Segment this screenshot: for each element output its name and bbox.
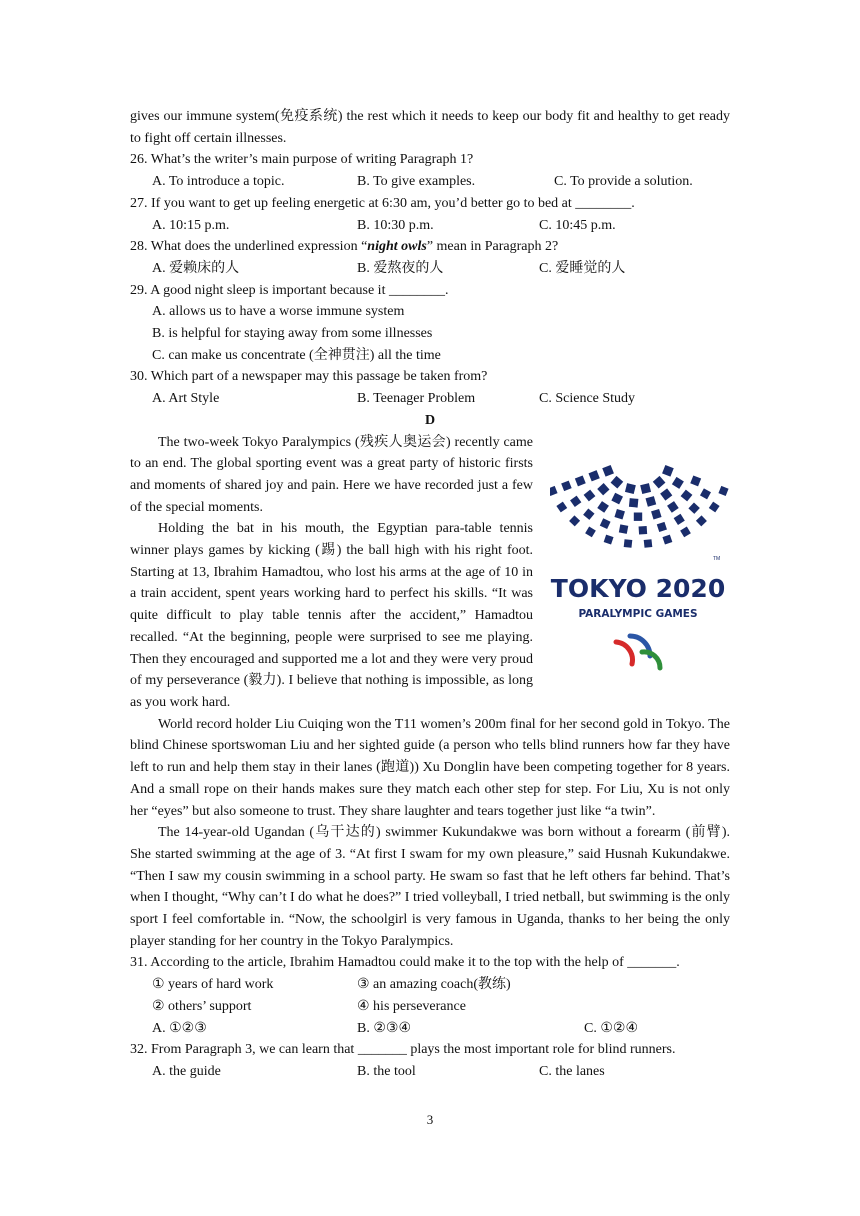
emblem-square (657, 521, 667, 531)
emblem-square (660, 488, 672, 500)
emblem-square (570, 495, 581, 506)
document-page (130, 106, 730, 1083)
emblem-square (584, 489, 596, 501)
emblem-square (597, 501, 609, 513)
q31-item-1: ① years of hard work (152, 977, 274, 993)
question-29: 29. A good night sleep is important because it ________. (130, 282, 449, 298)
q26-option-b: B. To give examples. (357, 174, 476, 190)
emblem-square (611, 475, 624, 488)
q30-option-b: B. Teenager Problem (357, 391, 476, 407)
section-title-d: D (424, 412, 436, 428)
emblem-square (681, 489, 693, 501)
paragraph-2: Holding the bat in his mouth, the Egyptian para-table tennis winner plays games by kicking (踢) the ball high with his right foot. Starting at 13, Ibrahim Hamadtou, who lost his arms at the age of 10 in a train accident, spent years working hard to perfect his skills. “It was quite difficult to play table tennis after the accident,” Hamadtou recalled. “At the beginning, people were surprised to see me playing. Then they encouraged and supported me a lot and they were very proud of my perseverance (毅力). I believe that nothing is impossible, as long as you work hard. (130, 521, 533, 710)
emblem-square (651, 508, 661, 518)
emblem-square (629, 498, 638, 507)
q27-option-c: C. 10:45 p.m. (539, 217, 616, 233)
emblem-square (604, 534, 614, 544)
paragraph-4: The 14-year-old Ugandan (乌干达的) swimmer Kukundakwe was born without a forearm (前臂). She started swimming at the age of 3. “At first I swam for my own pleasure,” said Husnah Kukundakwe. “Then I saw my cousin swimming in a school party. He swam so fast that he left others far behind. That’s when I thought, “Why can’t I do what he does?” I tried volleyball, I tried netball, but swimming is the only sport I feel comfortable in. “Now, the schoolgirl is very famous in Uganda, thanks to her being the only player standing for her country in the Tokyo Paralympics. (130, 825, 730, 949)
emblem-square (644, 539, 653, 548)
emblem-square (696, 515, 707, 526)
q26-option-c: C. To provide a solution. (554, 174, 693, 190)
emblem-square (556, 501, 567, 512)
emblem-square (680, 526, 691, 537)
q29-option-c: C. can make us concentrate (全神贯注) all the time (152, 347, 441, 363)
emblem-square (614, 508, 624, 518)
logo-subtitle: PARALYMPIC GAMES (578, 607, 698, 620)
q27-options (130, 215, 730, 237)
emblem-square (662, 534, 672, 544)
q28-stem-post: ” mean in Paragraph 2? (426, 239, 559, 255)
emblem-square (583, 508, 594, 519)
q31-item-2: ② others’ support (152, 998, 252, 1014)
q28-option-b: B. 爱熬夜的人 (357, 260, 444, 276)
q31-option-b: B. ②③④ (357, 1020, 411, 1036)
q31-item-4: ④ his perseverance (357, 998, 466, 1014)
tokyo-2020-paralympic-logo (550, 442, 730, 714)
emblem-square (674, 513, 685, 524)
paragraph-1: The two-week Tokyo Paralympics (残疾人奥运会) recently came to an end. The global sporting event was a great party of historic firsts and moments of shared joy and pain. Here we have recorded just a few of the special moments. (130, 434, 533, 515)
paralympic-emblem-icon (550, 442, 730, 682)
agitos-icon (616, 636, 660, 668)
q32-option-a: A. the guide (152, 1063, 221, 1079)
q28-option-c: C. 爱睡觉的人 (539, 260, 626, 276)
emblem-square (634, 512, 642, 520)
question-31: 31. According to the article, Ibrahim Hamadtou could make it to the top with the help of _______. (130, 955, 680, 971)
emblem-square (611, 492, 623, 504)
emblem-square (667, 501, 679, 513)
emblem-square (690, 475, 701, 486)
q31-item-3: ③ an amazing coach(教练) (357, 977, 511, 993)
q32-option-c: C. the lanes (539, 1063, 605, 1079)
emblem-square (645, 496, 656, 507)
emblem-square (688, 502, 699, 513)
question-26: 26. What’s the writer’s main purpose of writing Paragraph 1? (130, 152, 474, 168)
emblem-square (653, 475, 666, 488)
emblem-square (575, 475, 586, 486)
article-top (130, 432, 730, 714)
q31-option-a: A. ①②③ (152, 1020, 207, 1036)
q27-option-a: A. 10:15 p.m. (152, 217, 230, 233)
emblem-square (561, 480, 572, 491)
emblem-square (602, 465, 614, 477)
emblem-square (619, 524, 628, 533)
q28-stem-pre: 28. What does the underlined expression “ (130, 239, 368, 255)
q28-option-a: A. 爱赖床的人 (152, 260, 240, 276)
article-top-text (130, 432, 533, 714)
q26-option-a: A. To introduce a topic. (152, 174, 285, 190)
q29-option-b: B. is helpful for staying away from some illnesses (152, 326, 433, 342)
page-number: 3 (426, 1112, 434, 1127)
emblem-square (662, 465, 674, 477)
emblem-square (639, 525, 648, 534)
q26-options (130, 171, 730, 193)
emblem-square (700, 488, 711, 499)
q32-option-b: B. the tool (357, 1063, 416, 1079)
emblem-square (624, 539, 633, 548)
q31-options (130, 1018, 730, 1040)
q29-option-a: A. allows us to have a worse immune system (152, 304, 405, 320)
emblem-square (625, 483, 636, 494)
q31-option-c: C. ①②④ (584, 1020, 638, 1036)
question-28 (130, 236, 730, 258)
q30-option-a: A. Art Style (152, 391, 220, 407)
emblem-square (550, 485, 558, 495)
q27-option-b: B. 10:30 p.m. (357, 217, 434, 233)
emblem-square (640, 483, 651, 494)
emblem-square (569, 515, 580, 526)
intro-tail: gives our immune system(免疫系统) the rest which it needs to keep our body fit and healthy to get ready to fight off certain illnesses. (130, 109, 730, 146)
emblem-square (709, 501, 720, 512)
question-27: 27. If you want to get up feeling energetic at 6:30 am, you’d better go to bed at ________. (130, 195, 635, 211)
question-32: 32. From Paragraph 3, we can learn that _______ plays the most important role for blind runners. (130, 1042, 676, 1058)
q31-items-row2 (130, 996, 730, 1018)
paragraph-3: World record holder Liu Cuiqing won the T11 women’s 200m final for her second gold in Tokyo. The blind Chinese sportswoman Liu and her sighted guide (a person who tells blind runners how far they have left to run and help them stay in their lanes (跑道)) Xu Donglin have been competing together for 8 years. And a small rope on their hands makes sure they match each other step for step. For Liu, Xu is not only her “eyes” but also someone to trust. They share laughter and tears together just like “a twin”. (130, 716, 730, 819)
emblem-square (672, 476, 684, 488)
q30-option-c: C. Science Study (539, 391, 636, 407)
emblem-square (597, 483, 609, 495)
logo-title: TOKYO 2020 (550, 573, 726, 603)
q28-underlined-expression: night owls (367, 239, 427, 255)
q31-items-row1 (130, 974, 730, 996)
emblem-square (718, 485, 728, 495)
q32-options (130, 1061, 730, 1083)
emblem-square (588, 470, 599, 481)
q30-options (130, 388, 730, 410)
trademark-label: TM (713, 555, 721, 562)
q28-options (130, 258, 730, 280)
question-30: 30. Which part of a newspaper may this passage be taken from? (130, 369, 488, 385)
emblem-square (585, 526, 596, 537)
emblem-square (600, 518, 611, 529)
